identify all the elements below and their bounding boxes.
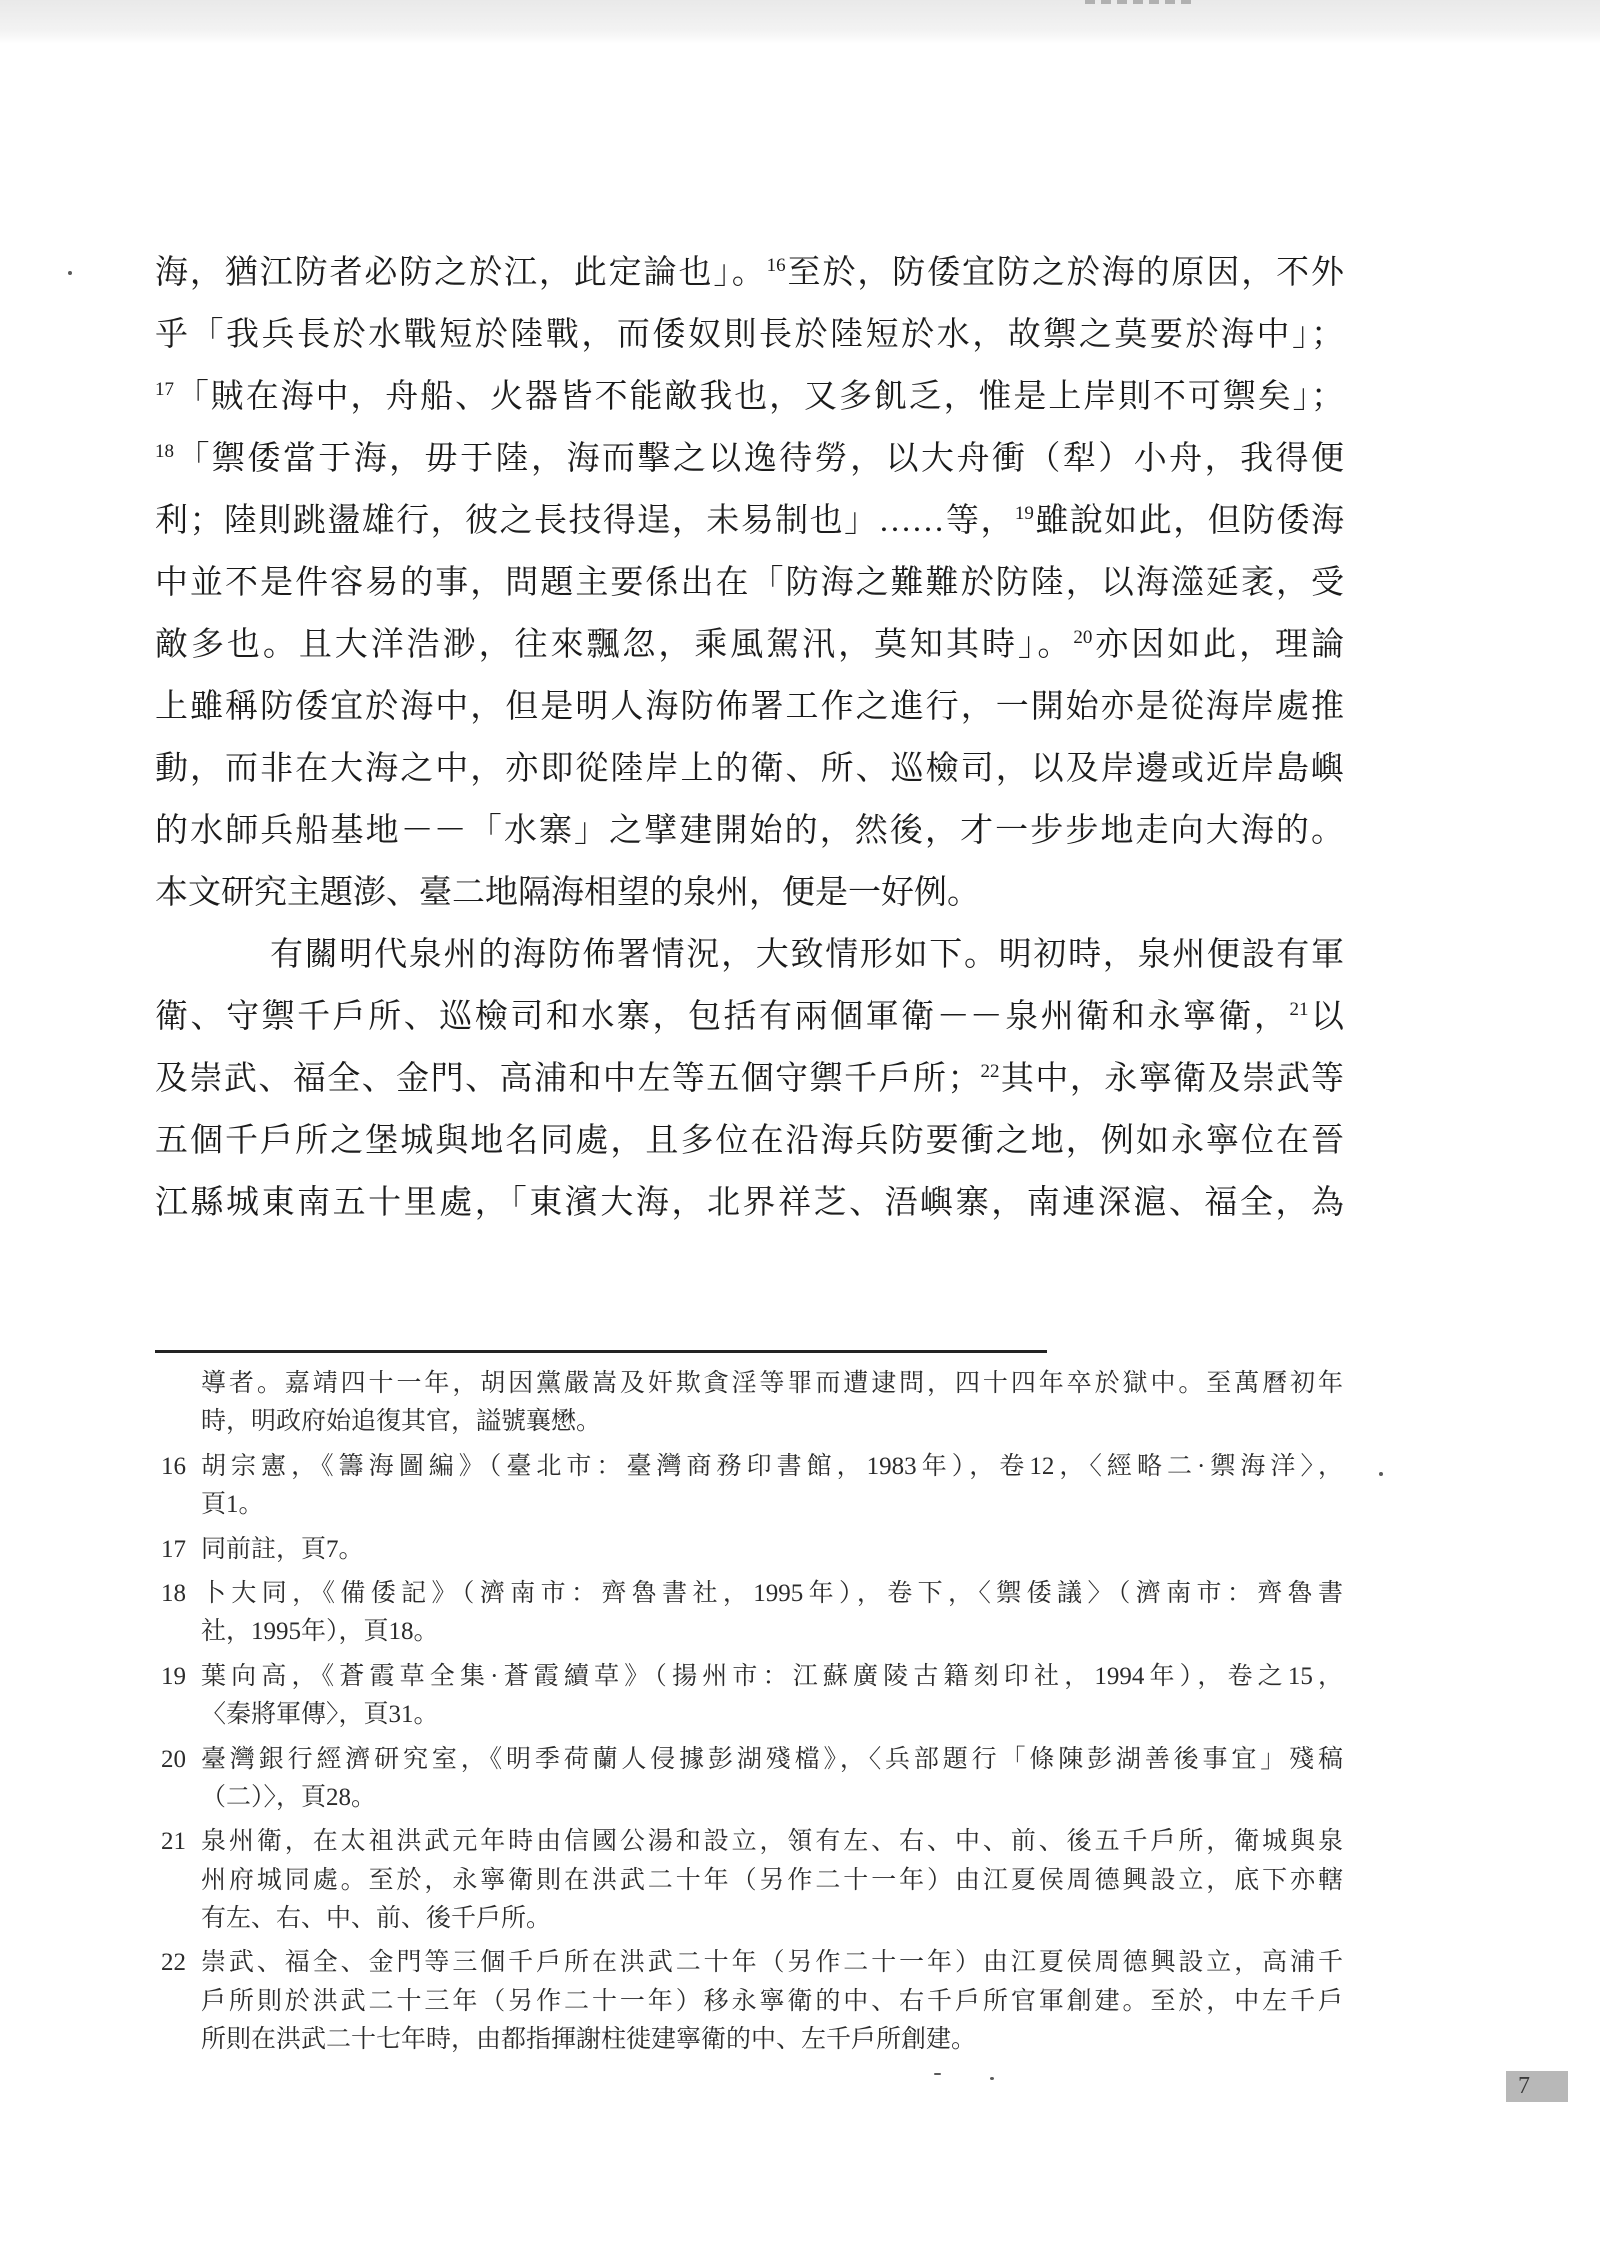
footnote-line: 臺灣銀行經濟研究室，《明季荷蘭人侵據彭湖殘檔》，〈兵部題行「條陳彭湖善後事宜」殘稿 <box>201 1745 1343 1773</box>
footnote-text <box>201 1531 1343 1569</box>
footnote-line: 頁1。 <box>201 1491 264 1519</box>
footnote-separator <box>155 1350 1047 1353</box>
scan-speck <box>68 271 72 275</box>
body-line <box>155 1048 1344 1110</box>
body-line <box>155 304 1344 366</box>
body-text <box>155 242 1344 1234</box>
scan-speck <box>990 2077 994 2080</box>
body-line <box>155 490 1344 552</box>
footnote <box>161 1531 1343 1569</box>
line-text: 本文研究主題澎、臺二地隔海相望的泉州，便是一好例。 <box>155 875 980 911</box>
footnote-ref: 19 <box>1014 503 1034 524</box>
footnote-text <box>201 1575 1343 1652</box>
line-text: 及崇武、福全、金門、高浦和中左等五個守禦千戶所； <box>155 1061 981 1097</box>
body-line <box>155 242 1344 304</box>
line-text: 江縣城東南五十里處，「東濱大海，北界祥芝、浯嶼寨，南連深滬、福全，為 <box>155 1185 1344 1221</box>
footnote-line: 戶所則於洪武二十三年（另作二十一年）移永寧衛的中、右千戶所官軍創建。至於，中左千戶 <box>201 1987 1343 2015</box>
footnote-text <box>201 1448 1343 1525</box>
footnote-line: 所則在洪武二十七年時，由都指揮謝柱徙建寧衛的中、左千戶所創建。 <box>201 2026 977 2054</box>
line-text: 至於，防倭宜防之於海的原因，不外 <box>785 255 1345 291</box>
scan-border <box>0 0 1600 44</box>
body-line <box>155 800 1344 862</box>
line-text: 「禦倭當于海，毋于陸，海而擊之以逸待勞，以大舟衝（犁）小舟，我得便 <box>174 441 1344 477</box>
scan-bleed-mark <box>1085 0 1193 4</box>
footnote-text <box>201 1741 1343 1818</box>
paragraph <box>155 924 1344 1234</box>
footnote-line: 同前註，頁7。 <box>201 1535 364 1563</box>
paragraph <box>155 242 1344 924</box>
footnote-line: 〈秦將軍傳〉，頁31。 <box>201 1701 439 1729</box>
footnote-number: 16 <box>161 1452 186 1480</box>
line-text: 敵多也。且大洋浩渺，往來飄忽，乘風駕汛，莫知其時」。 <box>155 627 1074 663</box>
footnote <box>161 1448 1343 1525</box>
line-text: 利；陸則跳盪雄行，彼之長技得逞，未易制也」……等， <box>155 503 1015 539</box>
line-text: 有關明代泉州的海防佈署情況，大致情形如下。明初時，泉州便設有軍 <box>270 937 1344 973</box>
body-line <box>155 614 1344 676</box>
body-line <box>155 676 1344 738</box>
footnote-line: 州府城同處。至於，永寧衛則在洪武二十年（另作二十一年）由江夏侯周德興設立，底下亦轄 <box>201 1866 1343 1894</box>
footnote-continued <box>161 1365 1343 1442</box>
body-line <box>155 1172 1344 1234</box>
line-text: 「賊在海中，舟船、火器皆不能敵我也，又多飢乏，惟是上岸則不可禦矣」； <box>174 379 1344 415</box>
line-text: 上雖稱防倭宜於海中，但是明人海防佈署工作之進行，一開始亦是從海岸處推 <box>155 689 1344 725</box>
line-text: 亦因如此，理論 <box>1092 627 1345 663</box>
body-line <box>155 986 1344 1048</box>
footnote-ref: 16 <box>766 255 786 276</box>
footnote-number-blank <box>161 1365 201 1403</box>
line-text: 衛、守禦千戶所、巡檢司和水寨，包括有兩個軍衛－－泉州衛和永寧衛， <box>155 999 1290 1035</box>
body-line <box>155 552 1344 614</box>
footnote-ref: 18 <box>155 441 174 462</box>
footnote <box>161 1658 1343 1735</box>
line-text: 中並不是件容易的事，問題主要係出在「防海之難難於防陸，以海澨延袤，受 <box>155 565 1344 601</box>
scan-speck <box>934 2073 941 2075</box>
footnote-number: 19 <box>161 1662 186 1690</box>
footnote-text <box>201 1823 1343 1938</box>
footnote <box>161 1741 1343 1818</box>
body-line <box>155 428 1344 490</box>
footnote-ref: 17 <box>155 379 174 400</box>
body-line <box>155 1110 1344 1172</box>
footnote-line: 導者。嘉靖四十一年，胡因黨嚴嵩及奸欺貪淫等罪而遭逮問，四十四年卒於獄中。至萬曆初年 <box>201 1370 1343 1397</box>
line-text: 海，猶江防者必防之於江，此定論也」。 <box>155 255 767 291</box>
footnote <box>161 1823 1343 1938</box>
footnote-line: 有左、右、中、前、後千戶所。 <box>201 1905 552 1933</box>
footnote-line: 泉州衛，在太祖洪武元年時由信國公湯和設立，領有左、右、中、前、後五千戶所，衛城與泉 <box>201 1828 1343 1856</box>
footnote <box>161 1575 1343 1652</box>
footnotes <box>161 1365 1343 2060</box>
footnote-text <box>201 1944 1343 2059</box>
footnote-line: 時，明政府始追復其官，謚號襄懋。 <box>201 1408 602 1436</box>
scan-speck <box>1379 1472 1383 1476</box>
footnote <box>161 1944 1343 2059</box>
line-text: 的水師兵船基地－－「水寨」之擘建開始的，然後，才一步步地走向大海的。 <box>155 813 1344 849</box>
footnote-text <box>201 1658 1343 1735</box>
footnote-number: 22 <box>161 1949 186 1977</box>
body-line <box>155 738 1344 800</box>
line-text: 以 <box>1308 999 1344 1035</box>
line-text: 其中，永寧衛及崇武等 <box>999 1061 1345 1097</box>
footnote-number: 18 <box>161 1579 186 1607</box>
body-line <box>155 366 1344 428</box>
line-text: 五個千戶所之堡城與地名同處，且多位在沿海兵防要衝之地，例如永寧位在晉 <box>155 1123 1344 1159</box>
body-line <box>155 924 1344 986</box>
footnote-line: 社，1995年），頁18。 <box>201 1618 439 1646</box>
footnote-line: 葉向高，《蒼霞草全集·蒼霞續草》（揚州市：江蘇廣陵古籍刻印社，1994年），卷之15， <box>201 1662 1343 1690</box>
footnote-text <box>201 1365 1343 1442</box>
footnote-number: 17 <box>161 1535 186 1563</box>
line-text: 乎「我兵長於水戰短於陸戰，而倭奴則長於陸短於水，故禦之莫要於海中」； <box>155 317 1344 353</box>
footnote-line: （二）〉，頁28。 <box>201 1783 377 1811</box>
footnote-ref: 20 <box>1073 627 1093 648</box>
line-text: 動，而非在大海之中，亦即從陸岸上的衛、所、巡檢司，以及岸邊或近岸島嶼 <box>155 751 1344 787</box>
body-line <box>155 862 1344 924</box>
footnote-line: 崇武、福全、金門等三個千戶所在洪武二十年（另作二十一年）由江夏侯周德興設立，高浦千 <box>201 1949 1343 1977</box>
footnote-ref: 22 <box>980 1061 1000 1082</box>
footnote-line: 胡宗憲，《籌海圖編》（臺北市：臺灣商務印書館，1983年），卷12，〈經略二·禦海洋〉， <box>201 1452 1343 1480</box>
footnote-line: 卜大同，《備倭記》（濟南市：齊魯書社，1995年），卷下，〈禦倭議〉（濟南市：齊魯書 <box>201 1579 1343 1607</box>
footnote-ref: 21 <box>1289 999 1309 1020</box>
footnote-number: 21 <box>161 1828 186 1856</box>
page-number: 7 <box>1506 2071 1568 2102</box>
footnote-number: 20 <box>161 1745 186 1773</box>
line-text: 雖說如此，但防倭海 <box>1033 503 1345 539</box>
